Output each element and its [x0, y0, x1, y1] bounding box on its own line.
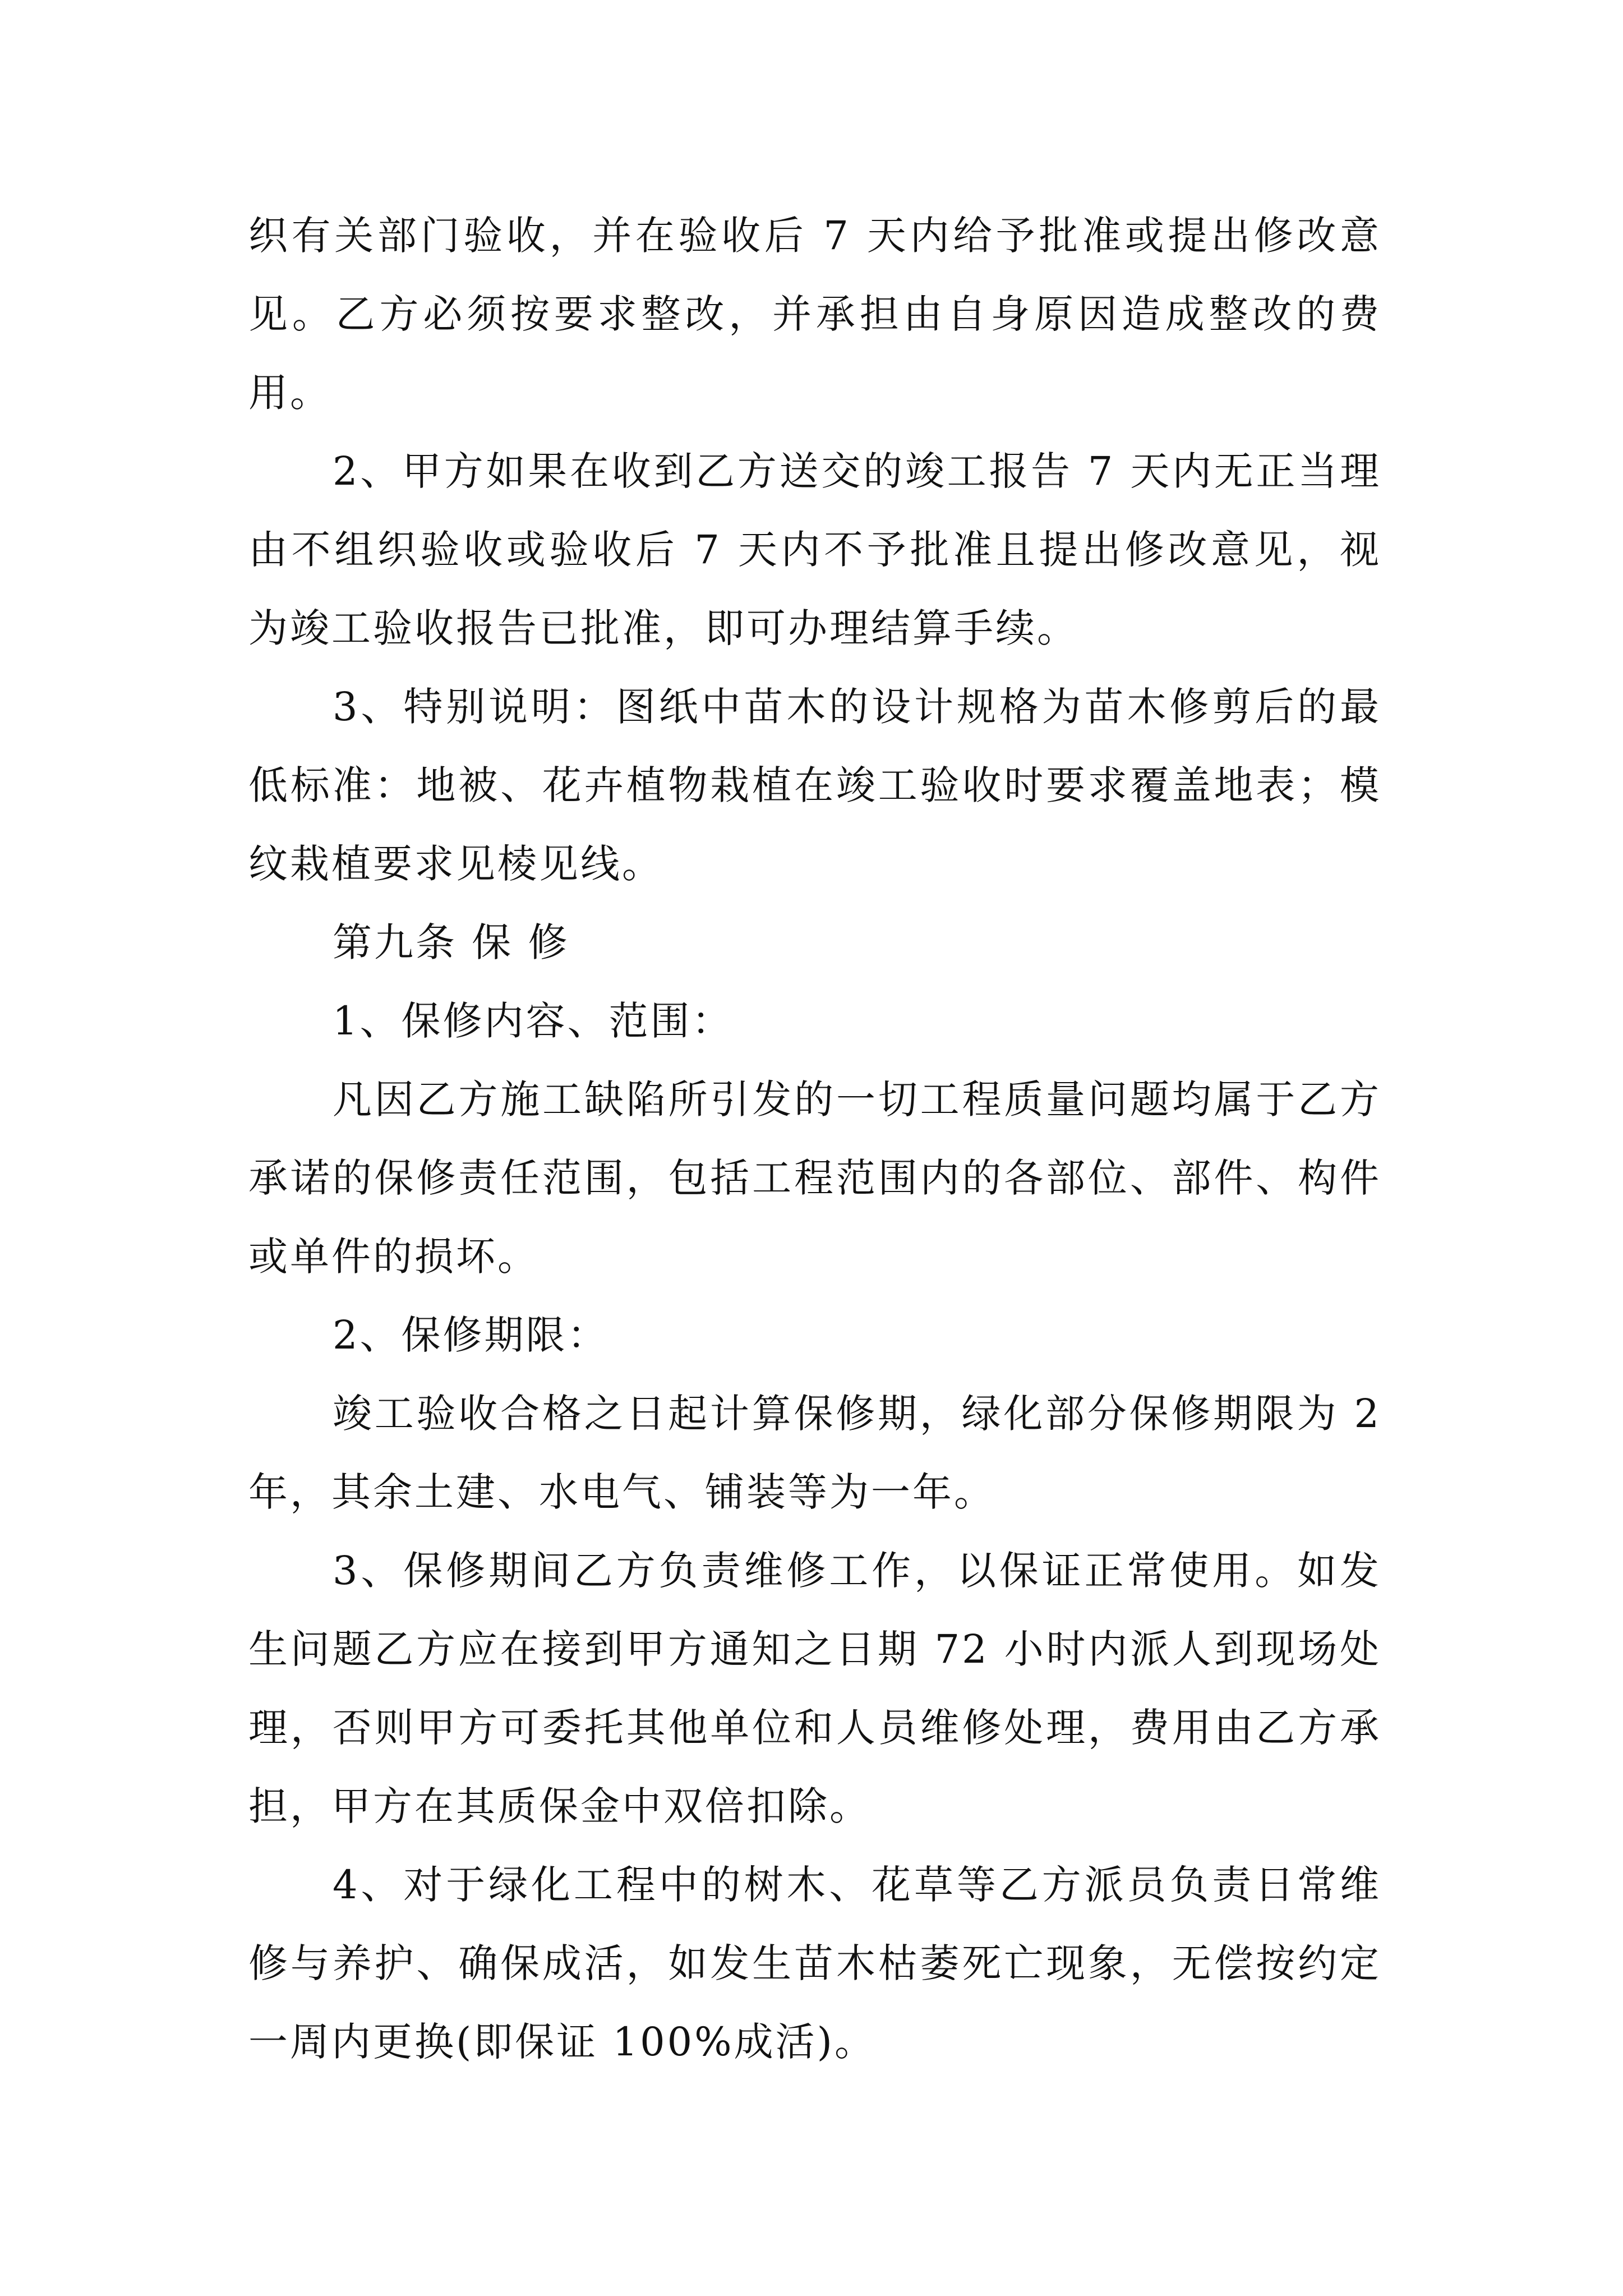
paragraph-warranty-scope-heading: 1、保修内容、范围： [333, 998, 734, 1044]
paragraph-warranty-period-heading: 2、保修期限： [333, 1312, 609, 1358]
paragraph-warranty-scope: 凡因乙方施工缺陷所引发的一切工程质量问题均属于乙方承诺的保修责任范围，包括工程范围内的各部位、部件、构件或单件的损坏。 [248, 1076, 1381, 1280]
paragraph-clause-3-special-note: 3、特别说明：图纸中苗木的设计规格为苗木修剪后的最低标准：地被、花卉植物栽植在竣工验收时要求覆盖地表；模纹栽植要求见棱见线。 [248, 684, 1381, 887]
section-heading-article-9: 第九条 保 修 [333, 919, 570, 965]
paragraph-acceptance-continued: 织有关部门验收，并在验收后 7 天内给予批准或提出修改意见。乙方必须按要求整改，并承担由自身原因造成整改的费用。 [248, 213, 1381, 416]
document-body [248, 196, 1381, 2081]
paragraph-warranty-period: 竣工验收合格之日起计算保修期，绿化部分保修期限为 2 年，其余土建、水电气、铺装等为一年。 [248, 1391, 1381, 1515]
paragraph-clause-2-approval: 2、甲方如果在收到乙方送交的竣工报告 7 天内无正当理由不组织验收或验收后 7 天内不予批准且提出修改意见，视为竣工验收报告已批准，即可办理结算手续。 [248, 448, 1381, 651]
paragraph-greening-maintenance: 4、对于绿化工程中的树木、花草等乙方派员负责日常维修与养护、确保成活，如发生苗木枯萎死亡现象，无偿按约定一周内更换(即保证 100%成活)。 [248, 1862, 1381, 2065]
paragraph-warranty-maintenance: 3、保修期间乙方负责维修工作，以保证正常使用。如发生问题乙方应在接到甲方通知之日期 72 小时内派人到现场处理，否则甲方可委托其他单位和人员维修处理，费用由乙方承担，甲方在其质保金中双倍扣除。 [248, 1548, 1381, 1829]
